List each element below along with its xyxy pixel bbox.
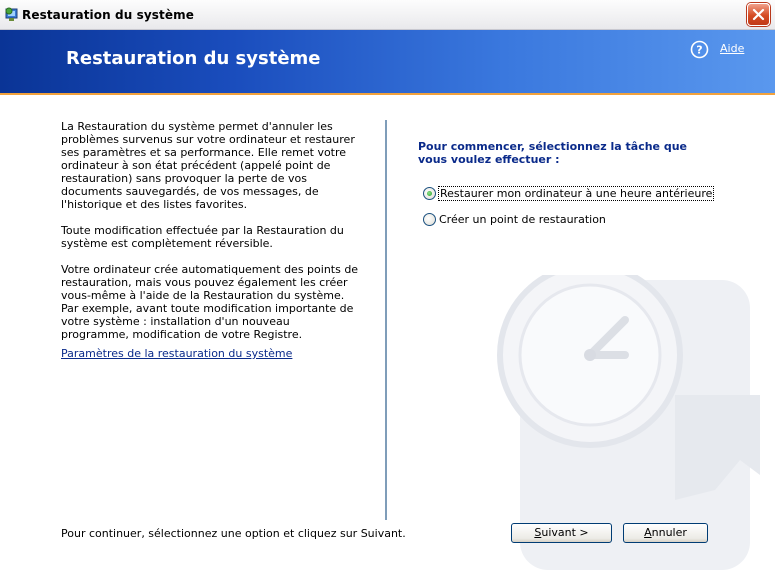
next-accelerator: S: [534, 526, 542, 539]
system-restore-app-icon: [5, 7, 19, 22]
restore-settings-link[interactable]: Paramètres de la restauration du système: [61, 347, 293, 360]
task-prompt: Pour commencer, sélectionnez la tâche que vous voulez effectuer :: [418, 140, 688, 166]
vertical-divider: [385, 120, 387, 520]
next-button[interactable]: [511, 523, 612, 543]
close-icon: [752, 8, 765, 21]
description-paragraph-1: La Restauration du système permet d'annuler les problèmes survenus sur votre ordinateur et restaurer ses paramètres et sa performance. Elle remet votre ordinateur à son état précédent (appelé point de restauration) sans provoquer la perte de vos documents sauvegardés, de vos messages, de l'historique et des listes favorites.: [61, 120, 355, 211]
next-label: uivant >: [541, 526, 589, 539]
radio-unselected-icon[interactable]: [423, 213, 436, 226]
option-restore-label[interactable]: Restaurer mon ordinateur à une heure antérieure: [440, 187, 713, 200]
description-text: [61, 120, 361, 354]
footer-hint: Pour continuer, sélectionnez une option et cliquez sur Suivant.: [61, 527, 406, 540]
cancel-label: nnuler: [651, 526, 687, 539]
cancel-button[interactable]: [623, 523, 708, 543]
wizard-header: [0, 30, 775, 93]
cancel-accelerator: A: [644, 526, 652, 539]
option-create-restore-point[interactable]: [423, 213, 606, 226]
close-button[interactable]: [747, 3, 770, 26]
description-paragraph-3: Votre ordinateur crée automatiquement des points de restauration, mais vous pouvez également les créer vous-même à l'aide de la Restauration du système. Par exemple, avant toute modification importante de votre système : installation d'un nouveau programme, modification de votre Registre.: [61, 263, 359, 341]
page-title: Restauration du système: [66, 48, 321, 69]
wizard-body: [0, 95, 775, 571]
description-paragraph-2: Toute modification effectuée par la Restauration du système est complètement réversible.: [61, 224, 344, 250]
option-restore-earlier-time[interactable]: [423, 187, 713, 200]
help-icon[interactable]: [690, 40, 709, 59]
window-title: Restauration du système: [22, 8, 194, 22]
title-bar: [0, 0, 775, 30]
option-create-label[interactable]: Créer un point de restauration: [439, 213, 606, 226]
radio-selected-icon[interactable]: [423, 187, 436, 200]
help-link[interactable]: Aide: [720, 42, 745, 55]
svg-text:?: ?: [696, 43, 703, 57]
